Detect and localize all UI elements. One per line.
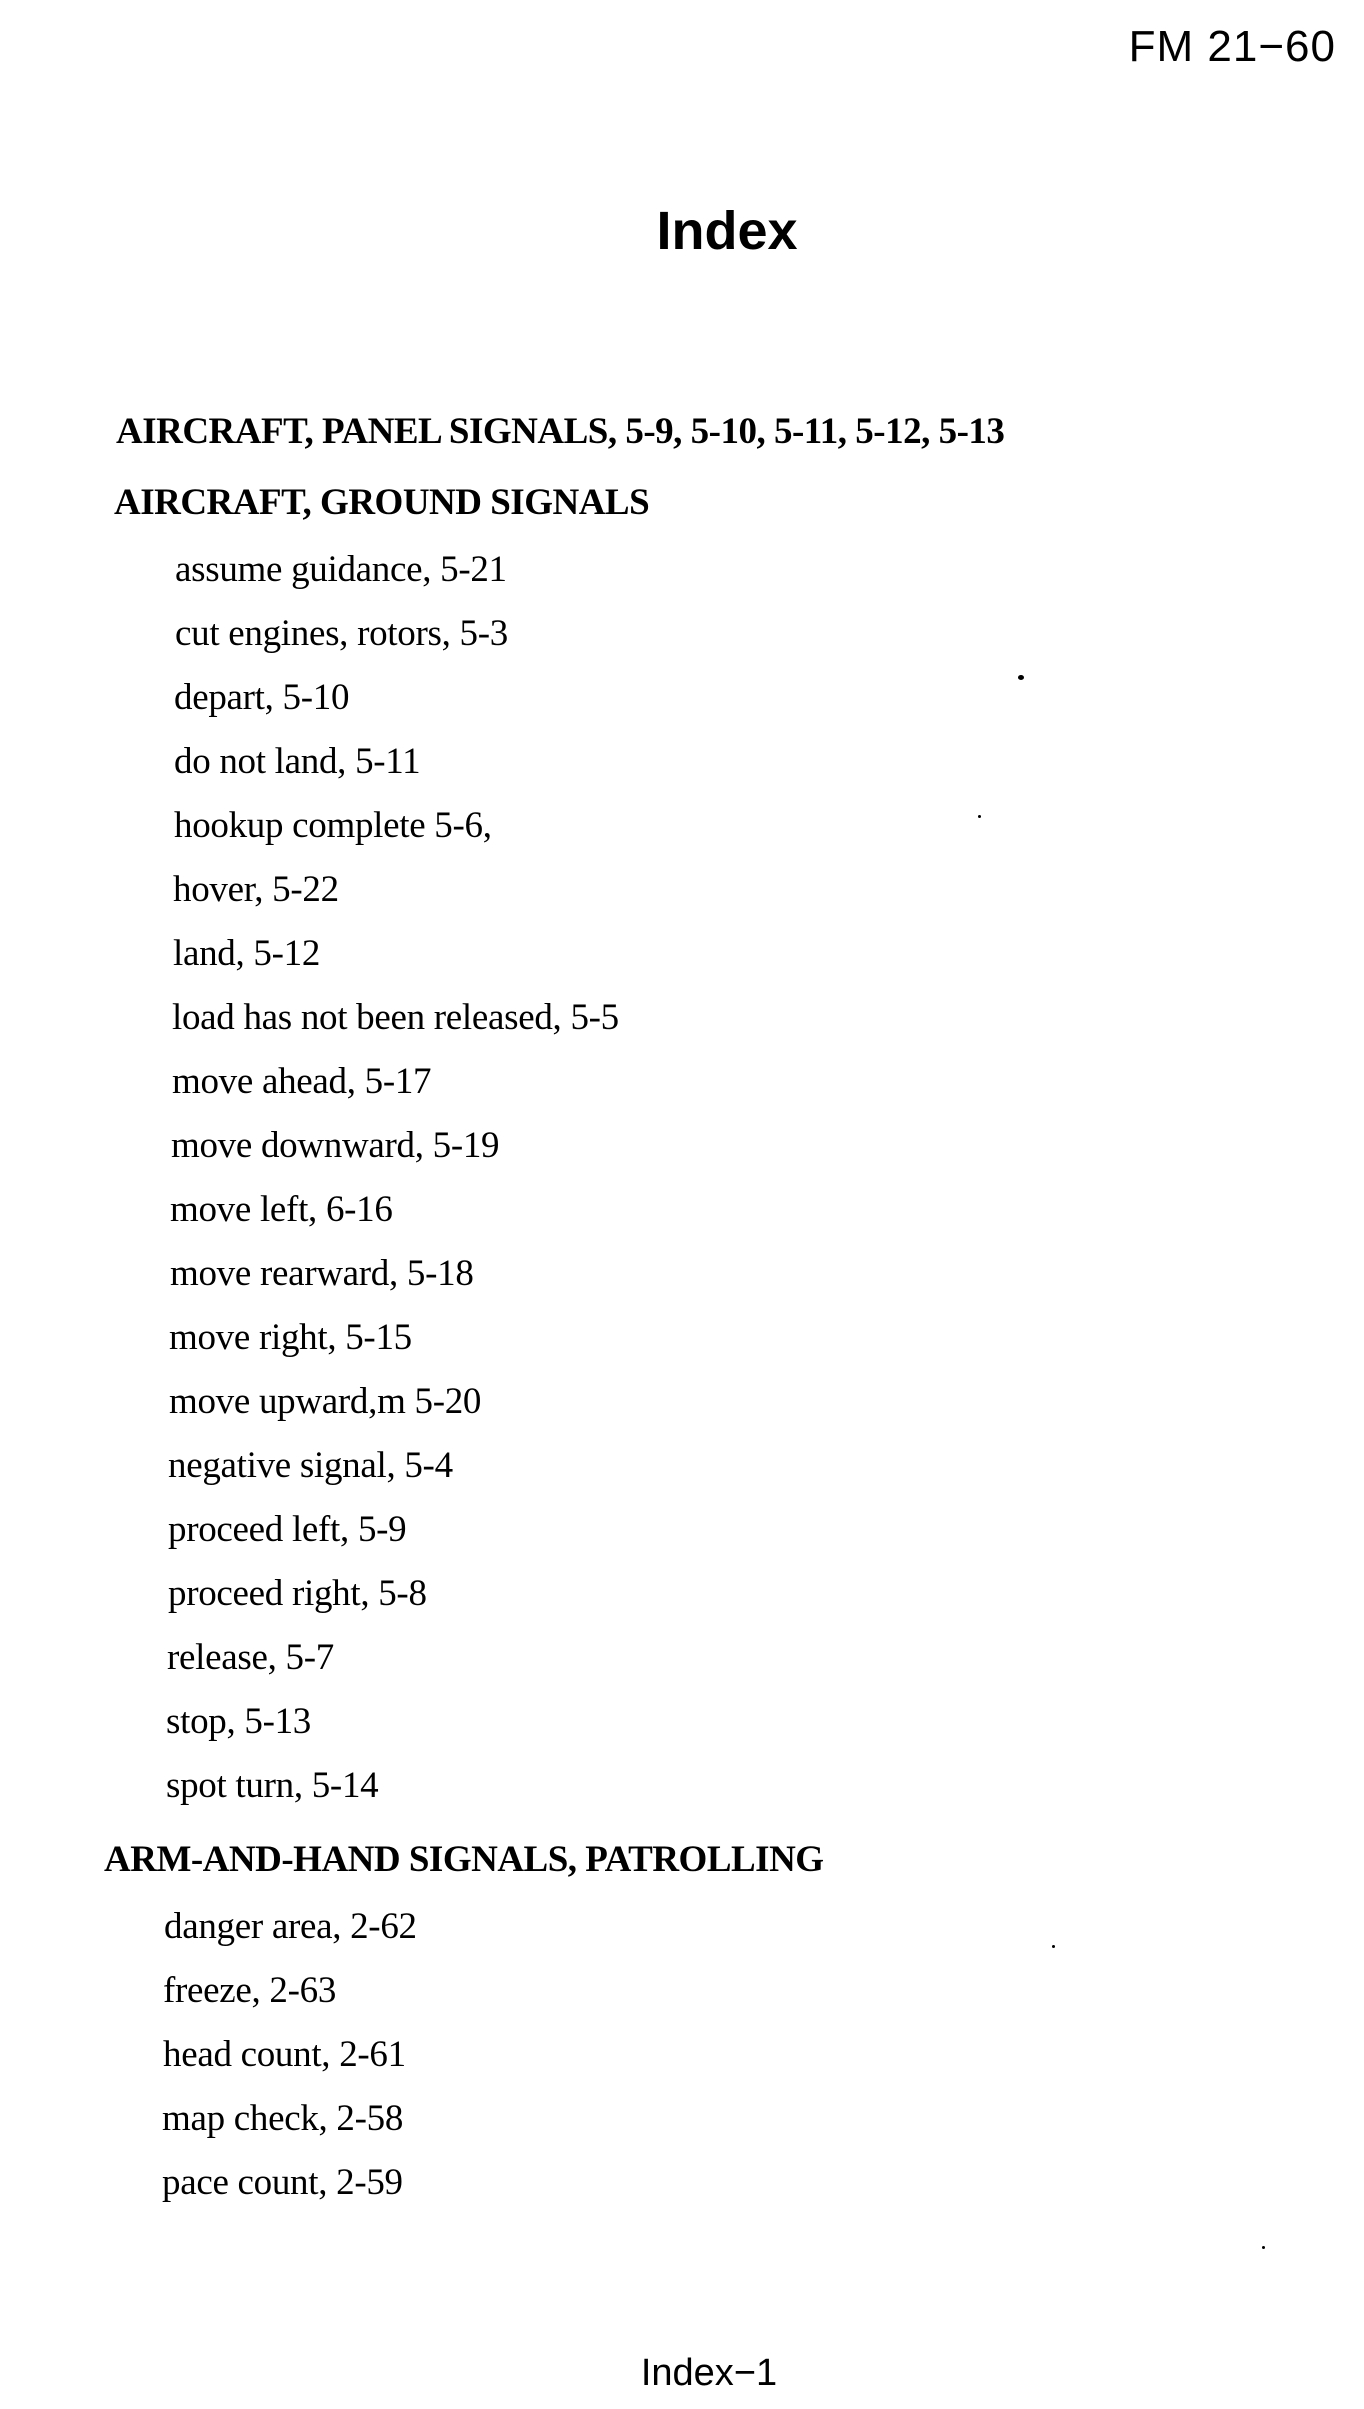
index-subentry: stop, 5-13 — [166, 1701, 312, 1742]
index-subentry: hookup complete 5-6, — [174, 805, 492, 846]
index-subentry: pace count, 2-59 — [162, 2162, 403, 2203]
index-subentry: proceed right, 5-8 — [168, 1573, 427, 1614]
footer-page-number: Index−1 — [640, 2352, 778, 2394]
index-entry — [0, 1824, 1364, 2215]
index-entry-heading: AIRCRAFT, GROUND SIGNALS — [114, 482, 650, 523]
index-subentry: negative signal, 5-4 — [168, 1445, 453, 1486]
index-subentry-list — [0, 1895, 1364, 2215]
index-subentry-list — [0, 538, 1364, 1818]
scan-speck — [1052, 1945, 1055, 1948]
index-subentry: danger area, 2-62 — [164, 1906, 417, 1947]
scan-speck — [978, 815, 981, 818]
index-subentry: move upward,m 5-20 — [169, 1381, 482, 1422]
index-subentry: map check, 2-58 — [162, 2098, 404, 2139]
index-subentry: freeze, 2-63 — [163, 1970, 337, 2011]
index-subentry: head count, 2-61 — [163, 2034, 406, 2075]
index-entry — [0, 467, 1364, 1818]
index-subentry: assume guidance, 5-21 — [175, 549, 507, 590]
scan-speck — [1018, 675, 1024, 680]
scan-speck — [1262, 2246, 1265, 2249]
index-subentry: do not land, 5-11 — [174, 741, 421, 782]
index-subentry: load has not been released, 5-5 — [172, 997, 619, 1038]
index-subentry: hover, 5-22 — [173, 869, 339, 910]
index-subentry: move left, 6-16 — [170, 1189, 393, 1230]
index-subentry: move downward, 5-19 — [171, 1125, 500, 1166]
index-subentry: move rearward, 5-18 — [170, 1253, 474, 1294]
header-document-code: FM 21−60 — [1128, 22, 1336, 71]
index-subentry: depart, 5-10 — [174, 677, 350, 718]
index-subentry: proceed left, 5-9 — [168, 1509, 407, 1550]
index-subentry: cut engines, rotors, 5-3 — [175, 613, 508, 654]
page-title: Index — [656, 201, 798, 261]
index-entry-heading: ARM-AND-HAND SIGNALS, PATROLLING — [104, 1839, 824, 1880]
index-subentry: move ahead, 5-17 — [172, 1061, 432, 1102]
index-entry — [0, 396, 1364, 467]
index-subentry: spot turn, 5-14 — [166, 1765, 379, 1806]
index-subentry: land, 5-12 — [173, 933, 321, 974]
index-list — [0, 396, 1364, 2221]
index-subentry: release, 5-7 — [167, 1637, 334, 1678]
index-subentry: move right, 5-15 — [169, 1317, 412, 1358]
index-entry-heading: AIRCRAFT, PANEL SIGNALS, 5-9, 5-10, 5-11, 5-12, 5-13 — [116, 411, 1005, 452]
